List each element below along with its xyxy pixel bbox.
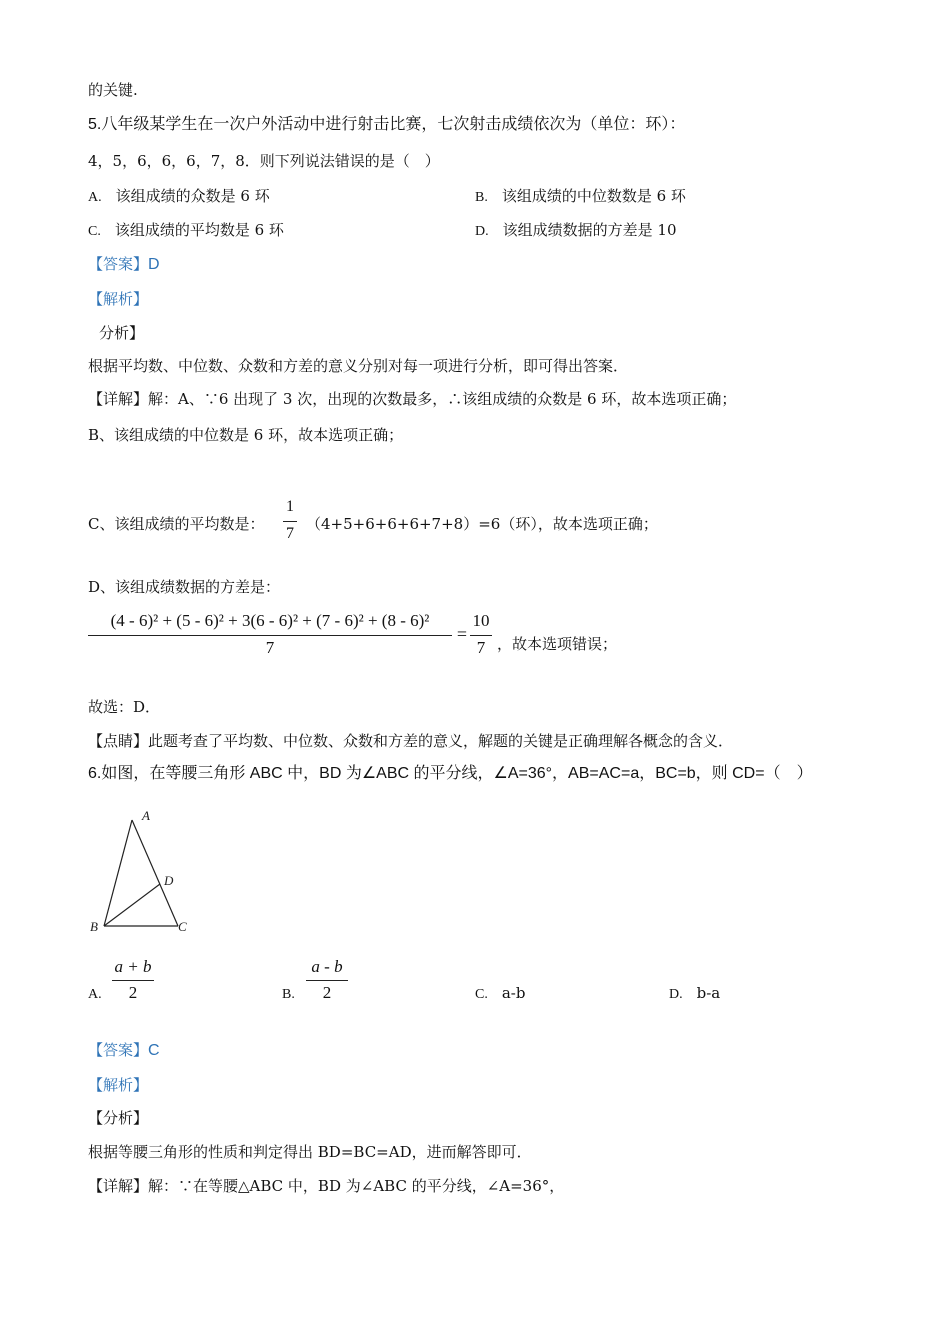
q5-stem-line2: 4，5，6，6，6，7，8．则下列说法错误的是（ ） (88, 152, 440, 170)
q5-stem (88, 115, 685, 135)
option-text: 该组成绩数据的方差是 10 (502, 221, 677, 239)
q5-option-b (475, 186, 686, 208)
q5-answer (88, 254, 160, 275)
option-text: 该组成绩的平均数是 6 环 (114, 221, 284, 239)
q5-detail-b: B、该组成绩的中位数是 6 环，故本选项正确； (88, 426, 404, 444)
comment-tag: 【点睛】 (88, 732, 149, 750)
answer-tag: 【答案】 (88, 1041, 149, 1059)
q5-detail-c-pre: C、该组成绩的平均数是： (88, 515, 265, 533)
q5-option-d (475, 220, 676, 242)
q5-choose: 故选：D． (88, 698, 161, 716)
option-letter: C. (88, 224, 101, 239)
q6-option-c (475, 983, 525, 1005)
vertex-label-a: A (142, 808, 150, 823)
answer-value: D (148, 256, 160, 273)
option-letter: A. (88, 190, 102, 205)
vertex-label-b: B (90, 919, 98, 934)
variance-post: ，故本选项错误； (497, 635, 618, 653)
q5-analysis-tag: 【解析】 (88, 290, 149, 308)
q6-analysis-tag: 【解析】 (88, 1076, 149, 1094)
q5-fenxi-tag: 分析】 (99, 324, 145, 342)
detail-tag: 【详解】 (88, 390, 149, 408)
q6-fenxi-tag: 【分析】 (88, 1109, 149, 1127)
q5-detail-d: D、该组成绩数据的方差是： (88, 578, 281, 596)
option-text: b-a (696, 984, 721, 1002)
q6-stem (88, 764, 813, 784)
q5-stem-line1: .八年级某学生在一次户外活动中进行射击比赛，七次射击成绩依次为（单位：环）： (96, 116, 686, 133)
detail-text: 解：∵在等腰△ABC 中，BD 为∠ABC 的平分线，∠A=36°， (148, 1177, 565, 1195)
variance-result-num: 10 (472, 611, 490, 630)
frac-one-seventh-bar (283, 521, 297, 522)
option-letter: B. (475, 190, 488, 205)
q6-option-a-den: 2 (128, 983, 138, 1002)
variance-denominator: 7 (265, 638, 275, 657)
q6-option-b-bar (306, 980, 348, 981)
vertex-label-c: C (178, 919, 187, 934)
option-text: a-b (501, 984, 526, 1002)
answer-tag: 【答案】 (88, 255, 149, 273)
q6-option-d (669, 983, 720, 1005)
q6-option-b-num: a - b (311, 957, 343, 976)
prev-tail: 的关键. (88, 81, 138, 99)
option-letter: D. (475, 224, 489, 239)
q5-comment (88, 731, 733, 751)
option-letter: D. (669, 987, 683, 1002)
q6-answer (88, 1040, 160, 1061)
q5-option-c (88, 220, 284, 242)
q5-option-a (88, 186, 270, 208)
frac-one-seventh-den: 7 (286, 525, 294, 542)
q5-detail-a (88, 389, 736, 409)
triangle-figure (86, 800, 206, 940)
variance-equals: = (456, 624, 468, 644)
q6-option-b-den: 2 (322, 983, 332, 1002)
variance-bar (88, 635, 452, 636)
q6-stem-text: .如图，在等腰三角形 ABC 中，BD 为∠ABC 的平分线，∠A=36°，AB=AC=a，BC=b，则 CD=（ ） (96, 765, 813, 782)
variance-numerator: (4 - 6)² + (5 - 6)² + 3(6 - 6)² + (7 - 6)² + (8 - 6)² (110, 611, 430, 630)
frac-one-seventh-num: 1 (286, 498, 294, 515)
answer-value: C (148, 1042, 160, 1059)
q6-option-a-num: a + b (114, 957, 152, 976)
comment-text: 此题考查了平均数、中位数、众数和方差的意义，解题的关键是正确理解各概念的含义． (148, 732, 734, 750)
q6-detail (88, 1176, 564, 1196)
variance-result-den: 7 (476, 638, 486, 657)
q5-fenxi-text: 根据平均数、中位数、众数和方差的意义分别对每一项进行分析，即可得出答案． (88, 357, 629, 375)
q6-number: 6 (88, 765, 97, 782)
q5-detail-c-post: （4+5+6+6+6+7+8）=6（环），故本选项正确； (306, 515, 658, 533)
variance-result-bar (470, 635, 492, 636)
q6-option-a-bar (112, 980, 154, 981)
detail-a-text: 解：A、∵6 出现了 3 次，出现的次数最多，∴该组成绩的众数是 6 环，故本选项正确； (148, 390, 737, 408)
option-text: 该组成绩的众数是 6 环 (115, 187, 270, 205)
option-letter: A. (88, 987, 102, 1002)
detail-tag: 【详解】 (88, 1177, 149, 1195)
option-text: 该组成绩的中位数数是 6 环 (501, 187, 686, 205)
option-letter: C. (475, 987, 488, 1002)
option-letter: B. (282, 987, 295, 1002)
q5-number: 5 (88, 116, 97, 133)
q6-fenxi-text: 根据等腰三角形的性质和判定得出 BD=BC=AD，进而解答即可． (88, 1143, 532, 1161)
vertex-label-d: D (164, 873, 174, 888)
